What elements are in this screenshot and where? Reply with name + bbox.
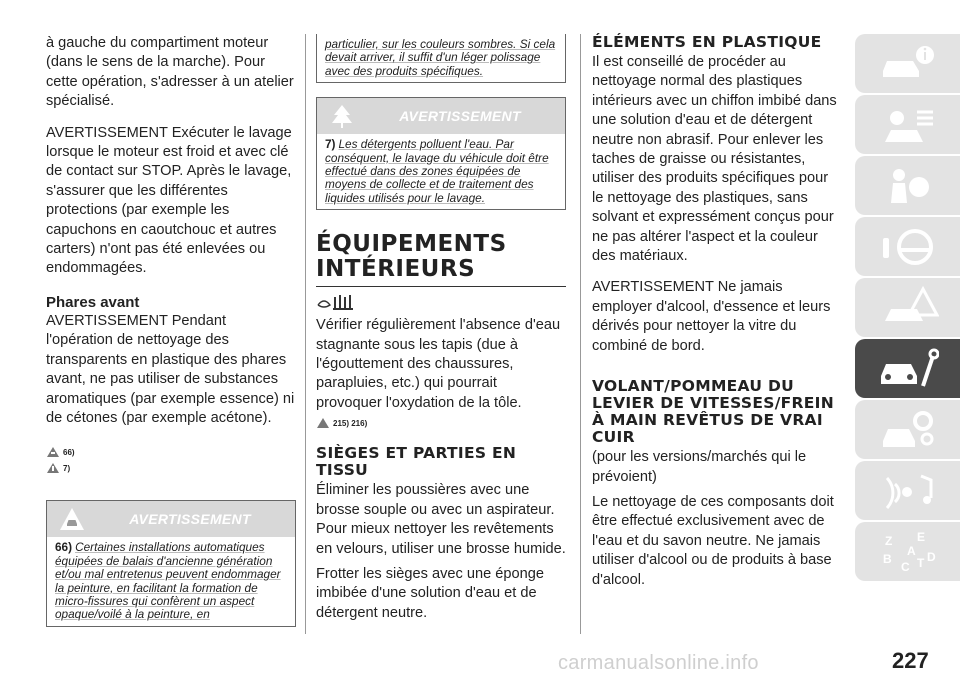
warning-icon xyxy=(316,417,330,429)
reference-number[interactable]: 7) xyxy=(63,463,71,473)
paragraph: Le nettoyage de ces composants doit être effectué exclusivement avec de l'eau et du savon neutre. Ne jamais utiliser d'alcool ou de produits à base d'alcool. xyxy=(592,493,834,588)
column-2 xyxy=(316,34,566,623)
warning-text: Les détergents polluent l'eau. Par conséquent, le lavage du véhicule doit être effectué dans des zones équipées de moyens de collecte et de traitement des liquides utilisés pour le lavage. xyxy=(325,137,549,205)
warning-body xyxy=(47,537,295,625)
column-divider-right xyxy=(580,34,581,634)
subsection-heading: ÉLÉMENTS EN PLASTIQUE xyxy=(592,33,822,51)
lights-icon xyxy=(877,102,939,148)
reference-line xyxy=(46,446,296,458)
tab-airbag[interactable] xyxy=(855,156,960,215)
reference-line xyxy=(316,417,566,429)
warning-title: AVERTISSEMENT xyxy=(399,108,521,125)
watermark: carmanualsonline.info xyxy=(558,652,759,674)
paragraph: Il est conseillé de procéder au nettoyage normal des plastiques intérieurs avec un chiffon imbibé dans une solution d'eau et de détergent neutre non abrasif. Pour enlever les taches de graisse ou résistantes, utiliser des produits spécifiques pour le nettoyage des plastiques, sans solvant et expressément conçus pour ne pas altérer l'aspect et la couleur des matériaux. xyxy=(592,54,837,265)
paragraph: Vérifier régulièrement l'absence d'eau stagnante sous les tapis (due à l'égouttement des chaussures, parapluies, etc.) qui pourrait provoquer l'oxydation de la tôle. xyxy=(316,317,561,411)
tab-emergency[interactable] xyxy=(855,278,960,337)
svg-text:B: B xyxy=(882,551,892,566)
tab-technical-data[interactable] xyxy=(855,400,960,459)
warning-body xyxy=(317,134,565,209)
tab-maintenance[interactable] xyxy=(855,339,960,398)
warning-text: Certaines installations automatiques équipées de balais d'ancienne génération et/ou mal entretenus peuvent endommager la peinture, en facilitant la formation de micro-fissures qui confèrent un aspect opaque/voilé à la peinture, en xyxy=(55,540,281,622)
warning-triangle-icon xyxy=(877,285,939,331)
reference-numbers[interactable]: 215) 216) xyxy=(333,418,368,428)
airbag-icon xyxy=(877,163,939,209)
cleaning-icon xyxy=(316,293,358,311)
steering-wheel-icon xyxy=(877,224,939,270)
svg-text:Z: Z xyxy=(884,533,892,548)
audio-icon xyxy=(877,468,939,514)
warning-header xyxy=(317,98,565,134)
paragraph: Éliminer les poussières avec une brosse souple ou avec un aspirateur. Pour mieux nettoyer les revêtements en velours, utiliser une brosse humide. xyxy=(316,482,566,557)
tab-lights[interactable] xyxy=(855,95,960,154)
warning-number: 7) xyxy=(325,137,336,152)
subsection-heading: SIÈGES ET PARTIES EN TISSU xyxy=(316,444,517,480)
warning-hand-icon xyxy=(46,462,60,474)
warning-box xyxy=(46,500,296,626)
svg-text:E: E xyxy=(916,529,925,544)
tab-car-info[interactable] xyxy=(855,34,960,93)
reference-number[interactable]: 66) xyxy=(63,447,75,457)
paragraph: Frotter les sièges avec une éponge imbibée d'une solution d'eau et de détergent neutre. xyxy=(316,565,544,621)
gears-icon xyxy=(877,407,939,453)
paragraph: (pour les versions/marchés qui le prévoient) xyxy=(592,449,807,485)
column-3 xyxy=(592,34,840,590)
svg-text:A: A xyxy=(906,543,916,558)
index-letters-icon xyxy=(877,529,939,575)
warning-car-icon xyxy=(59,506,85,532)
column-1 xyxy=(46,34,296,627)
warning-header xyxy=(47,501,295,537)
warning-continuation xyxy=(316,34,566,83)
paragraph: à gauche du compartiment moteur (dans le sens de la marche). Pour cette opération, s'adresser à un atelier spécialisé. xyxy=(46,35,294,110)
paragraph: AVERTISSEMENT Exécuter le lavage lorsque le moteur est froid et avec clé de contact sur STOP. Après le lavage, s'assurer que les différentes protections (par exemple les capuchons en caoutchouc et autres carters) n'ont pas été enlevées ou endommagées. xyxy=(46,124,292,277)
warning-title: AVERTISSEMENT xyxy=(129,511,251,528)
subsection-heading: VOLANT/POMMEAU DU LEVIER DE VITESSES/FREIN À MAIN REVÊTUS DE VRAI CUIR xyxy=(592,377,835,447)
car-wrench-icon xyxy=(877,346,939,392)
page-number: 227 xyxy=(892,648,929,673)
section-subheading: Phares avant xyxy=(46,293,140,311)
car-info-icon xyxy=(877,41,939,87)
paragraph: AVERTISSEMENT Pendant l'opération de nettoyage des transparents en plastique des phares avant, ne pas utiliser de substances aromatiques (par exemple essence) ni de cétones (par exemple acétone). xyxy=(46,312,295,426)
tab-driving[interactable] xyxy=(855,217,960,276)
reference-line xyxy=(46,462,296,474)
warning-box xyxy=(316,97,566,210)
section-heading: ÉQUIPEMENTS INTÉRIEURS xyxy=(316,232,566,287)
tab-index[interactable] xyxy=(855,522,960,581)
column-divider-left xyxy=(305,34,306,634)
svg-text:T: T xyxy=(916,555,924,570)
warning-text: particulier, sur les couleurs sombres. Si cela devait arriver, il suffit d'un léger polissage avec des produits spécifiques. xyxy=(325,37,556,78)
warning-car-icon xyxy=(46,446,60,458)
tab-multimedia[interactable] xyxy=(855,461,960,520)
paragraph: AVERTISSEMENT Ne jamais employer d'alcool, d'essence et leurs dérivés pour nettoyer la vitre du combiné de bord. xyxy=(592,279,831,354)
environment-tree-icon xyxy=(329,103,355,129)
chapter-tabs xyxy=(855,34,960,583)
svg-text:D: D xyxy=(926,549,936,564)
warning-number: 66) xyxy=(55,540,73,555)
svg-text:C: C xyxy=(900,559,910,574)
